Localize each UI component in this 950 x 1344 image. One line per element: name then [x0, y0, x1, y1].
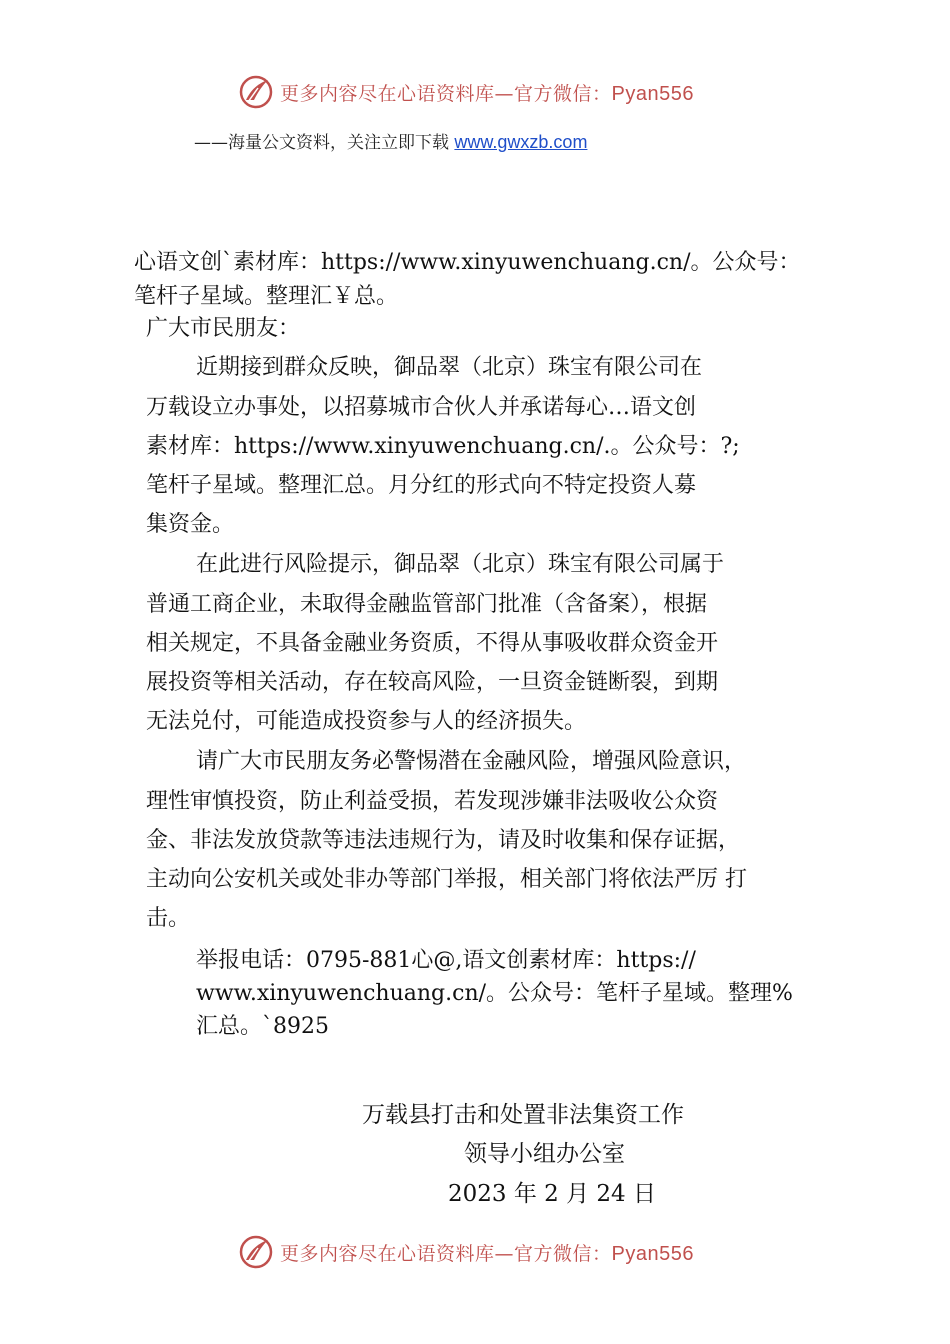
- banner-label: 更多内容尽在心语资料库—官方微信：: [280, 82, 612, 105]
- logo-icon: [238, 1234, 274, 1270]
- paragraph2-line-4: 展投资等相关活动，存在较高风险，一旦资金链断裂，到期: [146, 670, 719, 695]
- report-line-1: 举报电话：0795-881心@,语文创素材库：https://: [196, 948, 696, 973]
- paragraph3-line-2: 理性审慎投资，防止利益受损，若发现涉嫌非法吸收公众资: [146, 789, 719, 814]
- paragraph3-line-1: 请广大市民朋友务必警惕潜在金融风险，增强风险意识，: [196, 749, 747, 774]
- wechat-id: Pyan556: [611, 82, 694, 105]
- paragraph2-line-5: 无法兑付，可能造成投资参与人的经济损失。: [146, 709, 587, 734]
- footer-banner: [238, 1232, 694, 1272]
- paragraph1-line-1: 近期接到群众反映，御品翠（北京）珠宝有限公司在: [196, 355, 703, 380]
- signature-org-line-1: 万载县打击和处置非法集资工作: [362, 1102, 684, 1128]
- paragraph2-line-1: 在此进行风险提示，御品翠（北京）珠宝有限公司属于: [196, 552, 725, 577]
- paragraph3-line-5: 击。: [146, 906, 191, 931]
- paragraph1-line-4: 笔杆子星域。整理汇总。月分红的形式向不特定投资人募: [146, 473, 697, 498]
- wechat-id: Pyan556: [611, 1242, 694, 1265]
- paragraph1-line-2: 万载设立办事处，以招募城市合伙人并承诺每心…语文创: [146, 395, 697, 420]
- intro-line-1: 心语文创`素材库：https://www.xinyuwenchuang.cn/。公众号：: [134, 250, 801, 275]
- paragraph3-line-4: 主动向公安机关或处非办等部门举报，相关部门将依法严厉 打: [146, 867, 747, 892]
- report-line-3: 汇总。`8925: [196, 1014, 329, 1039]
- signature-org-line-2: 领导小组办公室: [464, 1141, 625, 1167]
- paragraph1-line-3: 素材库：https://www.xinyuwenchuang.cn/.。公众号：?;: [146, 434, 740, 459]
- paragraph3-line-3: 金、非法发放贷款等违法违规行为，请及时收集和保存证据，: [146, 828, 741, 853]
- header-banner: [238, 72, 694, 112]
- paragraph2-line-2: 普通工商企业，未取得金融监管部门批准（含备案），根据: [146, 592, 708, 617]
- banner-label: 更多内容尽在心语资料库—官方微信：: [280, 1242, 612, 1265]
- signature-date: 2023 年 2 月 24 日: [448, 1181, 656, 1207]
- download-link[interactable]: www.gwxzb.com: [454, 132, 588, 152]
- logo-icon: [238, 74, 274, 110]
- paragraph2-line-3: 相关规定，不具备金融业务资质，不得从事吸收群众资金开: [146, 631, 719, 656]
- paragraph1-line-5: 集资金。: [146, 512, 235, 537]
- subline-text: ——海量公文资料，关注立即下载: [194, 133, 455, 153]
- download-subline: [194, 128, 587, 153]
- intro-line-2: 笔杆子星域。整理汇￥总。: [134, 284, 399, 309]
- salutation: 广大市民朋友：: [146, 316, 301, 341]
- banner-text: [280, 79, 694, 106]
- report-line-2: www.xinyuwenchuang.cn/。公众号：笔杆子星域。整理%: [196, 981, 793, 1006]
- banner-text: [280, 1239, 694, 1266]
